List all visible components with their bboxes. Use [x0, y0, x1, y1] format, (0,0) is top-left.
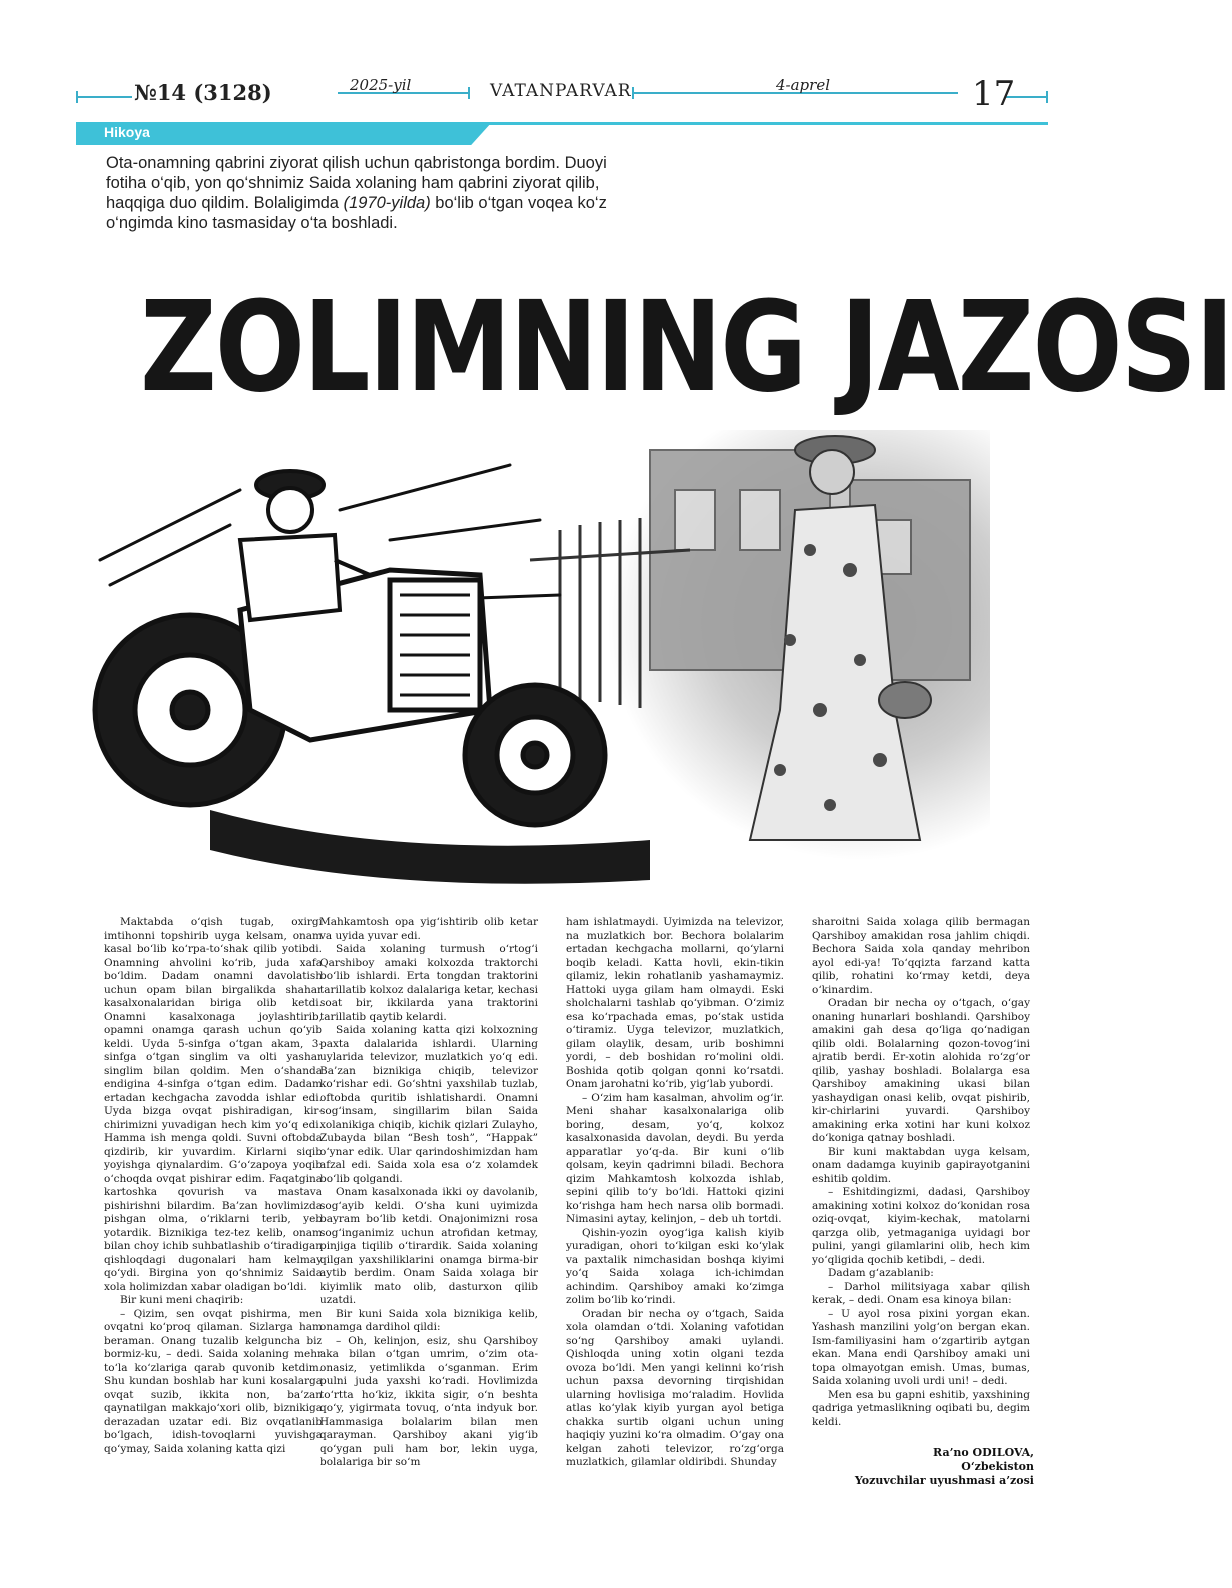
paragraph: – Eshitdingizmi, dadasi, Qarshiboy amakining xotini kolxoz do‘konidan rosa oziq-ovqat, kiyim-kechak, matolarni qarzga olib, yetmaganiga uyidagi bor pulini, yangi gilamlarini olib, hech kim yo‘qligida qochib ketibdi, – dedi. [812, 1186, 1030, 1266]
lead-italic: (1970-yilda) [343, 194, 431, 212]
paragraph: Oradan bir necha oy o‘tgach, o‘gay onaning hunarlari boshlandi. Qarshiboy amakini gah desa qo‘liga qo‘nadigan qilib oldi. Bolalarning qozon-tovog‘ini ajratib berdi. Er-xotin alohida ro‘zg‘or qilib, yashay boshladi. Bolalarga esa Qarshiboy amakining ukasi bilan yashaydigan onasi kelib, ovqat pishirib, kir-chirlarini yuvardi. Qarshiboy amakining erka xotini har kuni kolxoz do‘koniga qatnay boshladi. [812, 997, 1030, 1144]
article-column-2 [320, 916, 538, 1470]
rubric-bar [76, 122, 1048, 145]
author-affiliation: Yozuvchilar uyushmasi a’zosi [854, 1474, 1034, 1487]
paragraph: ham ishlatmaydi. Uyimizda na televizor, na muzlatkich bor. Bechora bolalarim ertadan kechgacha mollarni, qo‘ylarni boqib keladi. Katta hovli, ekin-tikin qilamiz, lekin rohatlanib yashamaymiz. Hattoki uyga gilam ham olmaydi. Eski sholchalarni tashlab qo‘yibman. O‘zimiz esa ko‘rpachada emas, po‘stak ustida o‘tiramiz. Uyga televizor, muzlatkich, gilam olaylik, desam, urib boshimni yordi, – deb boshidan ro‘molini oldi. Boshida qotib qolgan qonni ko‘rsatdi. Onam jarohatni ko‘rib, yig‘lab yubordi. [566, 916, 784, 1090]
masthead-rule-end [1046, 91, 1048, 103]
story-headline: ZOLIMNING JAZOSI [140, 274, 1232, 420]
paragraph: Bir kuni maktabdan uyga kelsam, onam dadamga kuyinib gapirayotganini eshitib qoldim. [812, 1145, 1030, 1185]
masthead-rule-end [468, 87, 470, 99]
masthead-rule-end [632, 87, 634, 99]
paragraph: – O‘zim ham kasalman, ahvolim og‘ir. Meni shahar kasalxonalariga olib boring, desam, yo‘q, kolxoz kasalxonasida davolan, deydi. Bu yerda apparatlar yo‘q-da. Bir kuni o‘lib qolsam, keyin qadrimni biladi. Bechora qizim Mahkamtosh kolxozda ishlab, sepini qilib to‘y bo‘ldi. Hattoki qizini ko‘rishga ham hech narsa olib bormadi. Nimasini aytay, kelinjon, – deb uh tortdi. [566, 1091, 784, 1225]
paragraph: Bir kuni meni chaqirib: [120, 1294, 244, 1306]
paragraph: Maktabda o‘qish tugab, oxirgi imtihonni topshirib uyga kelsam, onam kasal bo‘lib ko‘rpa-to‘shak qilib yotibdi. Onamning ahvolini ko‘rib, juda xafa bo‘ldim. Dadam onamni davolatish uchun opam bilan birgalikda shahar kasalxonalaridan biriga olib ketdi. Onamni kasalxonaga joylashtirib, opamni onamga qarash uchun qo‘yib keldi. Uyda 5-sinfga o‘tgan akam, 3-sinfga o‘tgan singlim va olti yashar singlim bilan qoldim. Men o‘shanda endigina 4-sinfga o‘tgan edim. Dadam ertadan kechgacha zavodda ishlar edi. Uyda bizga ovqat pishiradigan, kir-chirimizni yuvadigan hech kim yo‘q edi. Hamma ish menga qoldi. Suvni oftobda qizdirib, kir yuvardim. Kirlarni siqib yoyishga qiynalardim. G‘o‘zapoya yoqib o‘choqda ovqat pishirar edim. Faqatgina kartoshka qovurish va mastava pishirishni bilardim. Ba’zan hovlimizda pishgan olma, o‘riklarni terib, yeb yotardik. Biznikiga tez-tez kelib, onam bilan choy ichib suhbatlashib o‘tiradigan qishloqdagi dugonalari ham kelmay qo‘ydi. Birgina yon qo‘shnimiz Saida xola holimizdan xabar oladigan bo‘ldi. [104, 916, 322, 1293]
paragraph: Bir kuni Saida xola biznikiga kelib, onamga dardihol qildi: [320, 1307, 538, 1333]
paragraph: Oradan bir necha oy o‘tgach, Saida xola olamdan o‘tdi. Xolaning vafotidan so‘ng Qarshiboy amaki uylandi. Qishloqda uning xotin olgani tezda ovoza bo‘ldi. Men yangi kelinni ko‘rish uchun paxsa devorning tirqishidan ularning hovlisiga mo‘raladim. Hovlida atlas ko‘ylak kiyib yurgan ayol betiga chakka surtib olgani uchun uning haqiqiy yuzini ko‘ra olmadim. O‘gay ona kelgan zahoti televizor, ro‘zg‘orga muzlatkich, gilamlar oldiribdi. Shunday [566, 1307, 784, 1468]
paragraph: – Qizim, sen ovqat pishirma, men ovqatni ko‘proq qilaman. Sizlarga ham beraman. Onang tuzalib kelguncha biz bormiz-ku, – dedi. Saida xolaning mehr to‘la ko‘zlariga qarab quvonib ketdim. Shu kundan boshlab har kuni kosalarga ovqat suzib, ikkita non, ba’zan qaynatilgan makkajo‘xori olib, biznikiga derazadan uzatar edi. Biz ovqatlanib bo‘lgach, idish-tovoqlarni yuvishga qo‘ymay, Saida xolaning katta qizi [104, 1307, 322, 1455]
tractor [95, 570, 605, 825]
newspaper-name: VATANPARVAR [490, 81, 632, 101]
issue-number: №14 (3128) [134, 80, 272, 105]
paragraph: Qishin-yozin oyog‘iga kalish kiyib yuradigan, ohori to‘kilgan eski ko‘ylak va paxtalik nimchasidan boshqa kiyimi yo‘q Saida xolaga ich-ichimdan achindim. Qarshiboy amaki ko‘zimga zolim bo‘lib ko‘rindi. [566, 1226, 784, 1306]
author-affiliation: O‘zbekiston [961, 1460, 1034, 1473]
rubric-label: Hikoya [104, 124, 150, 140]
article-column-3 [566, 916, 784, 1470]
paragraph: Dadam g‘azablanib: [828, 1267, 934, 1279]
masthead [76, 72, 1048, 116]
lead-paragraph [106, 153, 626, 233]
lead-text: Ota-onamning qabrini ziyorat qilish uchun qabristonga bordim. Duoyi fotiha o‘qib, yon qo‘shnimiz Saida xolaning ham qabrini ziyorat qilib, haqqiga duo qildim. Bolaligimda [106, 154, 607, 212]
paragraph: – U ayol rosa pixini yorgan ekan. Yashash manzilini yolg‘on bergan ekan. Ism-familiyasini ham o‘zgartirib aytgan ekan. Mana endi Qarshiboy amaki uni topa olmayotgan emish. Umas, bumas, Saida xolaning uvoli urdi uni! – dedi. [812, 1307, 1030, 1387]
paragraph: Saida xolaning turmush o‘rtog‘i Qarshiboy amaki kolxozda traktorchi bo‘lib ishlardi. Erta tongdan traktorini tarillatib kolxoz dalalariga ketar, kechasi soat bir, ikkilarda yana traktorini tarillatib qaytib kelardi. [320, 943, 538, 1023]
paragraph: Saida xolaning katta qizi kolxozning paxta dalalarida ishlardi. Ularning uylarida televizor, muzlatkich yo‘q edi. Ba’zan biznikiga chiqib, televizor ko‘rishar edi. Go‘shtni yaxshilab tuzlab, oftobda quritib ishlatishardi. Onamni sog‘insam, singillarim bilan Saida xolanikiga chiqib, kichik qizlari Zulayho, Zubayda bilan “Besh tosh”, “Happak” o‘ynar edik. Ular qarindoshimizdan ham afzal edi. Saida xola esa o‘z xolamdek bo‘lib qolgandi. [320, 1024, 538, 1185]
paragraph: sharoitni Saida xolaga qilib bermagan Qarshiboy amakidan rosa jahlim chiqdi. Bechora Saida xola qanday mehribon ayol edi-ya! To‘qqizta farzand katta qilib, rohatini ko‘rmay ketdi, deya o‘kinardim. [812, 916, 1030, 996]
paragraph: Onam kasalxonada ikki oy davolanib, sog‘ayib keldi. O‘sha kuni uyimizda bayram bo‘lib ketdi. Onajonimizni rosa sog‘inganimiz uchun atrofidan ketmay, pinjiga tiqilib o‘tirardik. Saida xolaning qilgan yaxshiliklarini onamga birma-bir aytib berdim. Onam Saida xolaga bir kiyimlik mato olib, dasturxon qilib uzatdi. [320, 1186, 538, 1306]
article-column-4 [812, 916, 1030, 1429]
paragraph: Mahkamtosh opa yig‘ishtirib olib ketar va uyida yuvar edi. [320, 916, 538, 942]
paragraph: – Oh, kelinjon, esiz, shu Qarshiboy aka bilan o‘tgan umrim, o‘zim ota-onasiz, yetimlikda o‘sganman. Erim pulni juda yaxshi ko‘radi. Hovlimizda to‘rtta ho‘kiz, ikkita sigir, o‘n beshta qo‘y, yigirmata tovuq, o‘nta indyuk bor. Hammasiga bolalarim bilan men qarayman. Qarshiboy akani yig‘ib qo‘ygan puli ham bor, lekin uyga, bolalariga bir so‘m [320, 1334, 538, 1468]
paragraph: Men esa bu gapni eshitib, yaxshining qadriga yetmaslikning oqibati bu, degim keldi. [812, 1388, 1030, 1428]
issue-year: 2025-yil [350, 76, 412, 94]
author-name: Ra’no ODILOVA, [933, 1446, 1034, 1459]
masthead-rule [76, 96, 132, 98]
page-number: 17 [972, 74, 1016, 114]
masthead-rule-end [76, 91, 78, 103]
tractor-and-woman-illustration [90, 410, 1020, 895]
lead-text-end: bo‘lib o‘tgan voqea ko‘z o‘ngimda kino tasmasiday o‘ta boshladi. [106, 194, 607, 232]
article-column-1 [104, 916, 322, 1456]
author-byline [812, 1446, 1034, 1488]
paragraph: – Darhol militsiyaga xabar qilish kerak, – dedi. Onam esa kinoya bilan: [812, 1280, 1030, 1306]
issue-date: 4-aprel [776, 76, 831, 94]
